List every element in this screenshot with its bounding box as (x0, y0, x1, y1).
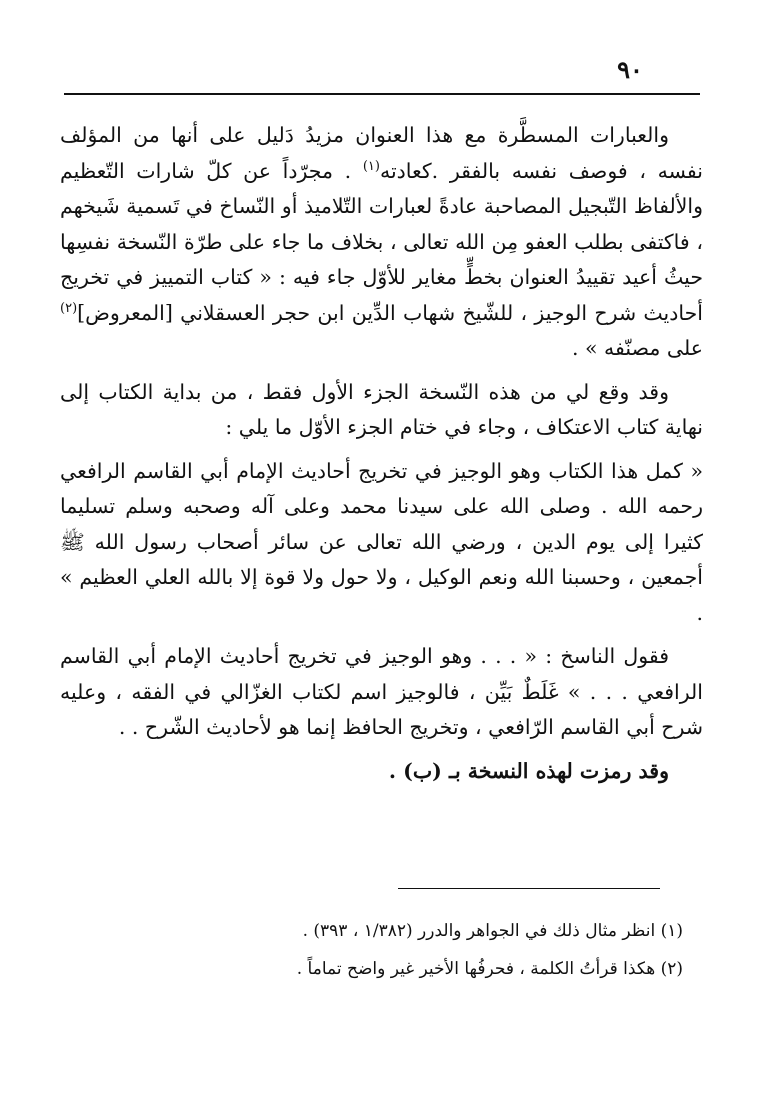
paragraph (60, 118, 703, 367)
paragraph (60, 754, 703, 790)
footnote-marker: (٢) (60, 300, 78, 316)
text-segment: والعبارات المسطَّرة مع هذا العنوان مزيدُ دَليل على أنها من المؤلف نفسه ، فوصف نفسه بالفقر .كعادته (60, 123, 703, 183)
header-rule (64, 93, 700, 95)
text-segment: فقول الناسخ : « . . . وهو الوجيز في تخريج أحاديث الإمام أبي القاسم الرافعي . . . » غَلَطٌ بَيِّن ، فالوجيز اسم لكتاب الغزّالي في الفقه ، وعليه شرح أبي القاسم الرّافعي ، وتخريج الحافظ إنما هو لأحاديث الشّرح . . (60, 644, 703, 739)
footnote-2: (٢) هكذا قرأتُ الكلمة ، فحرفُها الأخير غير واضح تماماً . (296, 959, 683, 979)
text-segment: وقد وقع لي من هذه النّسخة الجزء الأول فقط ، من بداية الكتاب إلى نهاية كتاب الاعتكاف ، وجاء في ختام الجزء الأوّل ما يلي : (60, 379, 703, 439)
text-segment: على مصنّفه » . (571, 336, 703, 360)
footnote-marker: (١) (362, 158, 380, 174)
footnotes (60, 912, 683, 988)
text-segment: . مجرّداً عن كلّ شارات التّعظيم والألفاظ التّبجيل المصاحبة عادةً لعبارات التّلاميذ أو النّساخ في تَسمية شَيخهم ، فاكتفى بطلب العفو مِن الله تعالى ، بخلاف ما جاء على طرّة النّسخة نفسِها حيثُ أعيد تقييدُ العنوان بخطٍّ مغاير للأوّل جاء فيه : « كتاب التمييز في تخريج أحاديث شرح الوجيز ، للشّيخ شهاب الدِّين ابن حجر العسقلاني [المعروض] (60, 158, 703, 325)
paragraph (60, 454, 703, 632)
paragraph (60, 375, 703, 446)
text-segment: « كمل هذا الكتاب وهو الوجيز في تخريج أحاديث الإمام أبي القاسم الرافعي رحمه الله . وصلى الله على سيدنا محمد وعلى آله وصحبه وسلم تسليما كثيرا إلى يوم الدين ، ورضي الله تعالى عن سائر أصحاب رسول الله ﷺ أجمعين ، وحسبنا الله ونعم الوكيل ، ولا حول ولا قوة إلا بالله العلي العظيم » . (60, 458, 703, 625)
text-segment: وقد رمزت لهذه النسخة بـ (ب) . (388, 758, 669, 783)
page-number: ٩٠ (617, 55, 643, 84)
footnote-rule (398, 888, 660, 889)
footnote-1: (١) انظر مثال ذلك في الجواهر والدرر (١/٣٨٢ ، ٣٩٣) . (302, 921, 683, 941)
body-text (60, 118, 703, 797)
paragraph (60, 639, 703, 746)
